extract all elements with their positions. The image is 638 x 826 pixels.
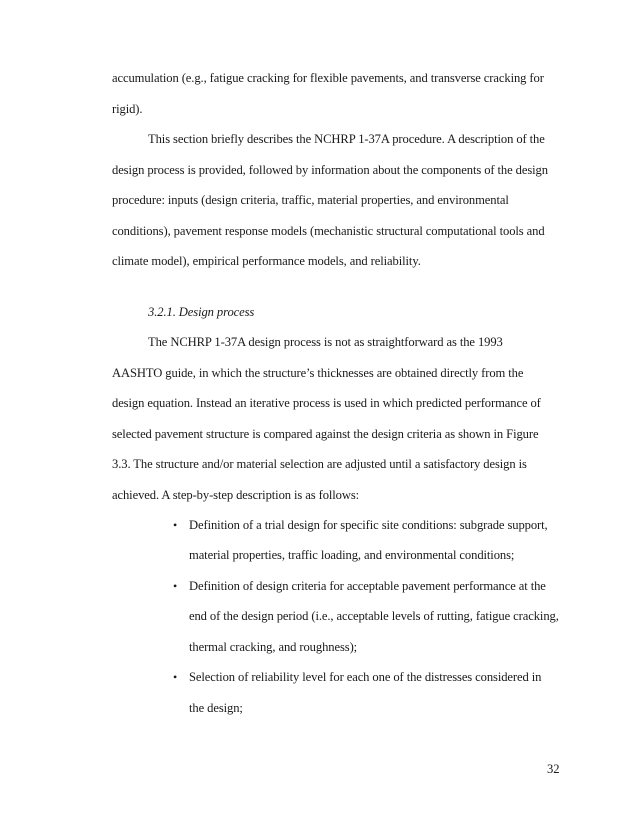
bullet-3-line-1: Selection of reliability level for each one of the distresses considered in	[189, 670, 542, 684]
paragraph-1-line-2: rigid).	[112, 102, 143, 116]
paragraph-3-line-3: design equation. Instead an iterative process is used in which predicted performance of	[112, 396, 541, 410]
bullet-1-dot: •	[173, 518, 178, 532]
bullet-2-dot: •	[173, 579, 178, 593]
page-number: 32	[547, 762, 560, 776]
paragraph-2-line-5: climate model), empirical performance models, and reliability.	[112, 254, 421, 268]
paragraph-3-line-2: AASHTO guide, in which the structure’s thicknesses are obtained directly from the	[112, 366, 524, 380]
bullet-2-line-3: thermal cracking, and roughness);	[189, 640, 358, 654]
paragraph-3-line-5: 3.3. The structure and/or material selection are adjusted until a satisfactory design is	[112, 457, 527, 471]
bullet-1-line-2: material properties, traffic loading, and environmental conditions;	[189, 548, 515, 562]
paragraph-2-line-2: design process is provided, followed by information about the components of the design	[112, 163, 548, 177]
paragraph-2-line-3: procedure: inputs (design criteria, traffic, material properties, and environmental	[112, 193, 509, 207]
paragraph-3-line-4: selected pavement structure is compared against the design criteria as shown in Figure	[112, 427, 539, 441]
paragraph-2-line-1: This section briefly describes the NCHRP 1-37A procedure. A description of the	[148, 132, 545, 146]
paragraph-2-line-4: conditions), pavement response models (mechanistic structural computational tools and	[112, 224, 545, 238]
bullet-1-line-1: Definition of a trial design for specific site conditions: subgrade support,	[189, 518, 548, 532]
paragraph-3-line-6: achieved. A step-by-step description is as follows:	[112, 488, 360, 502]
section-heading: 3.2.1. Design process	[148, 305, 255, 319]
paragraph-1-line-1: accumulation (e.g., fatigue cracking for flexible pavements, and transverse cracking for	[112, 71, 544, 85]
bullet-3-line-2: the design;	[189, 701, 243, 715]
paragraph-3-line-1: The NCHRP 1-37A design process is not as straightforward as the 1993	[148, 335, 503, 349]
bullet-3-dot: •	[173, 670, 178, 684]
bullet-2-line-2: end of the design period (i.e., acceptable levels of rutting, fatigue cracking,	[189, 609, 559, 623]
bullet-2-line-1: Definition of design criteria for acceptable pavement performance at the	[189, 579, 546, 593]
